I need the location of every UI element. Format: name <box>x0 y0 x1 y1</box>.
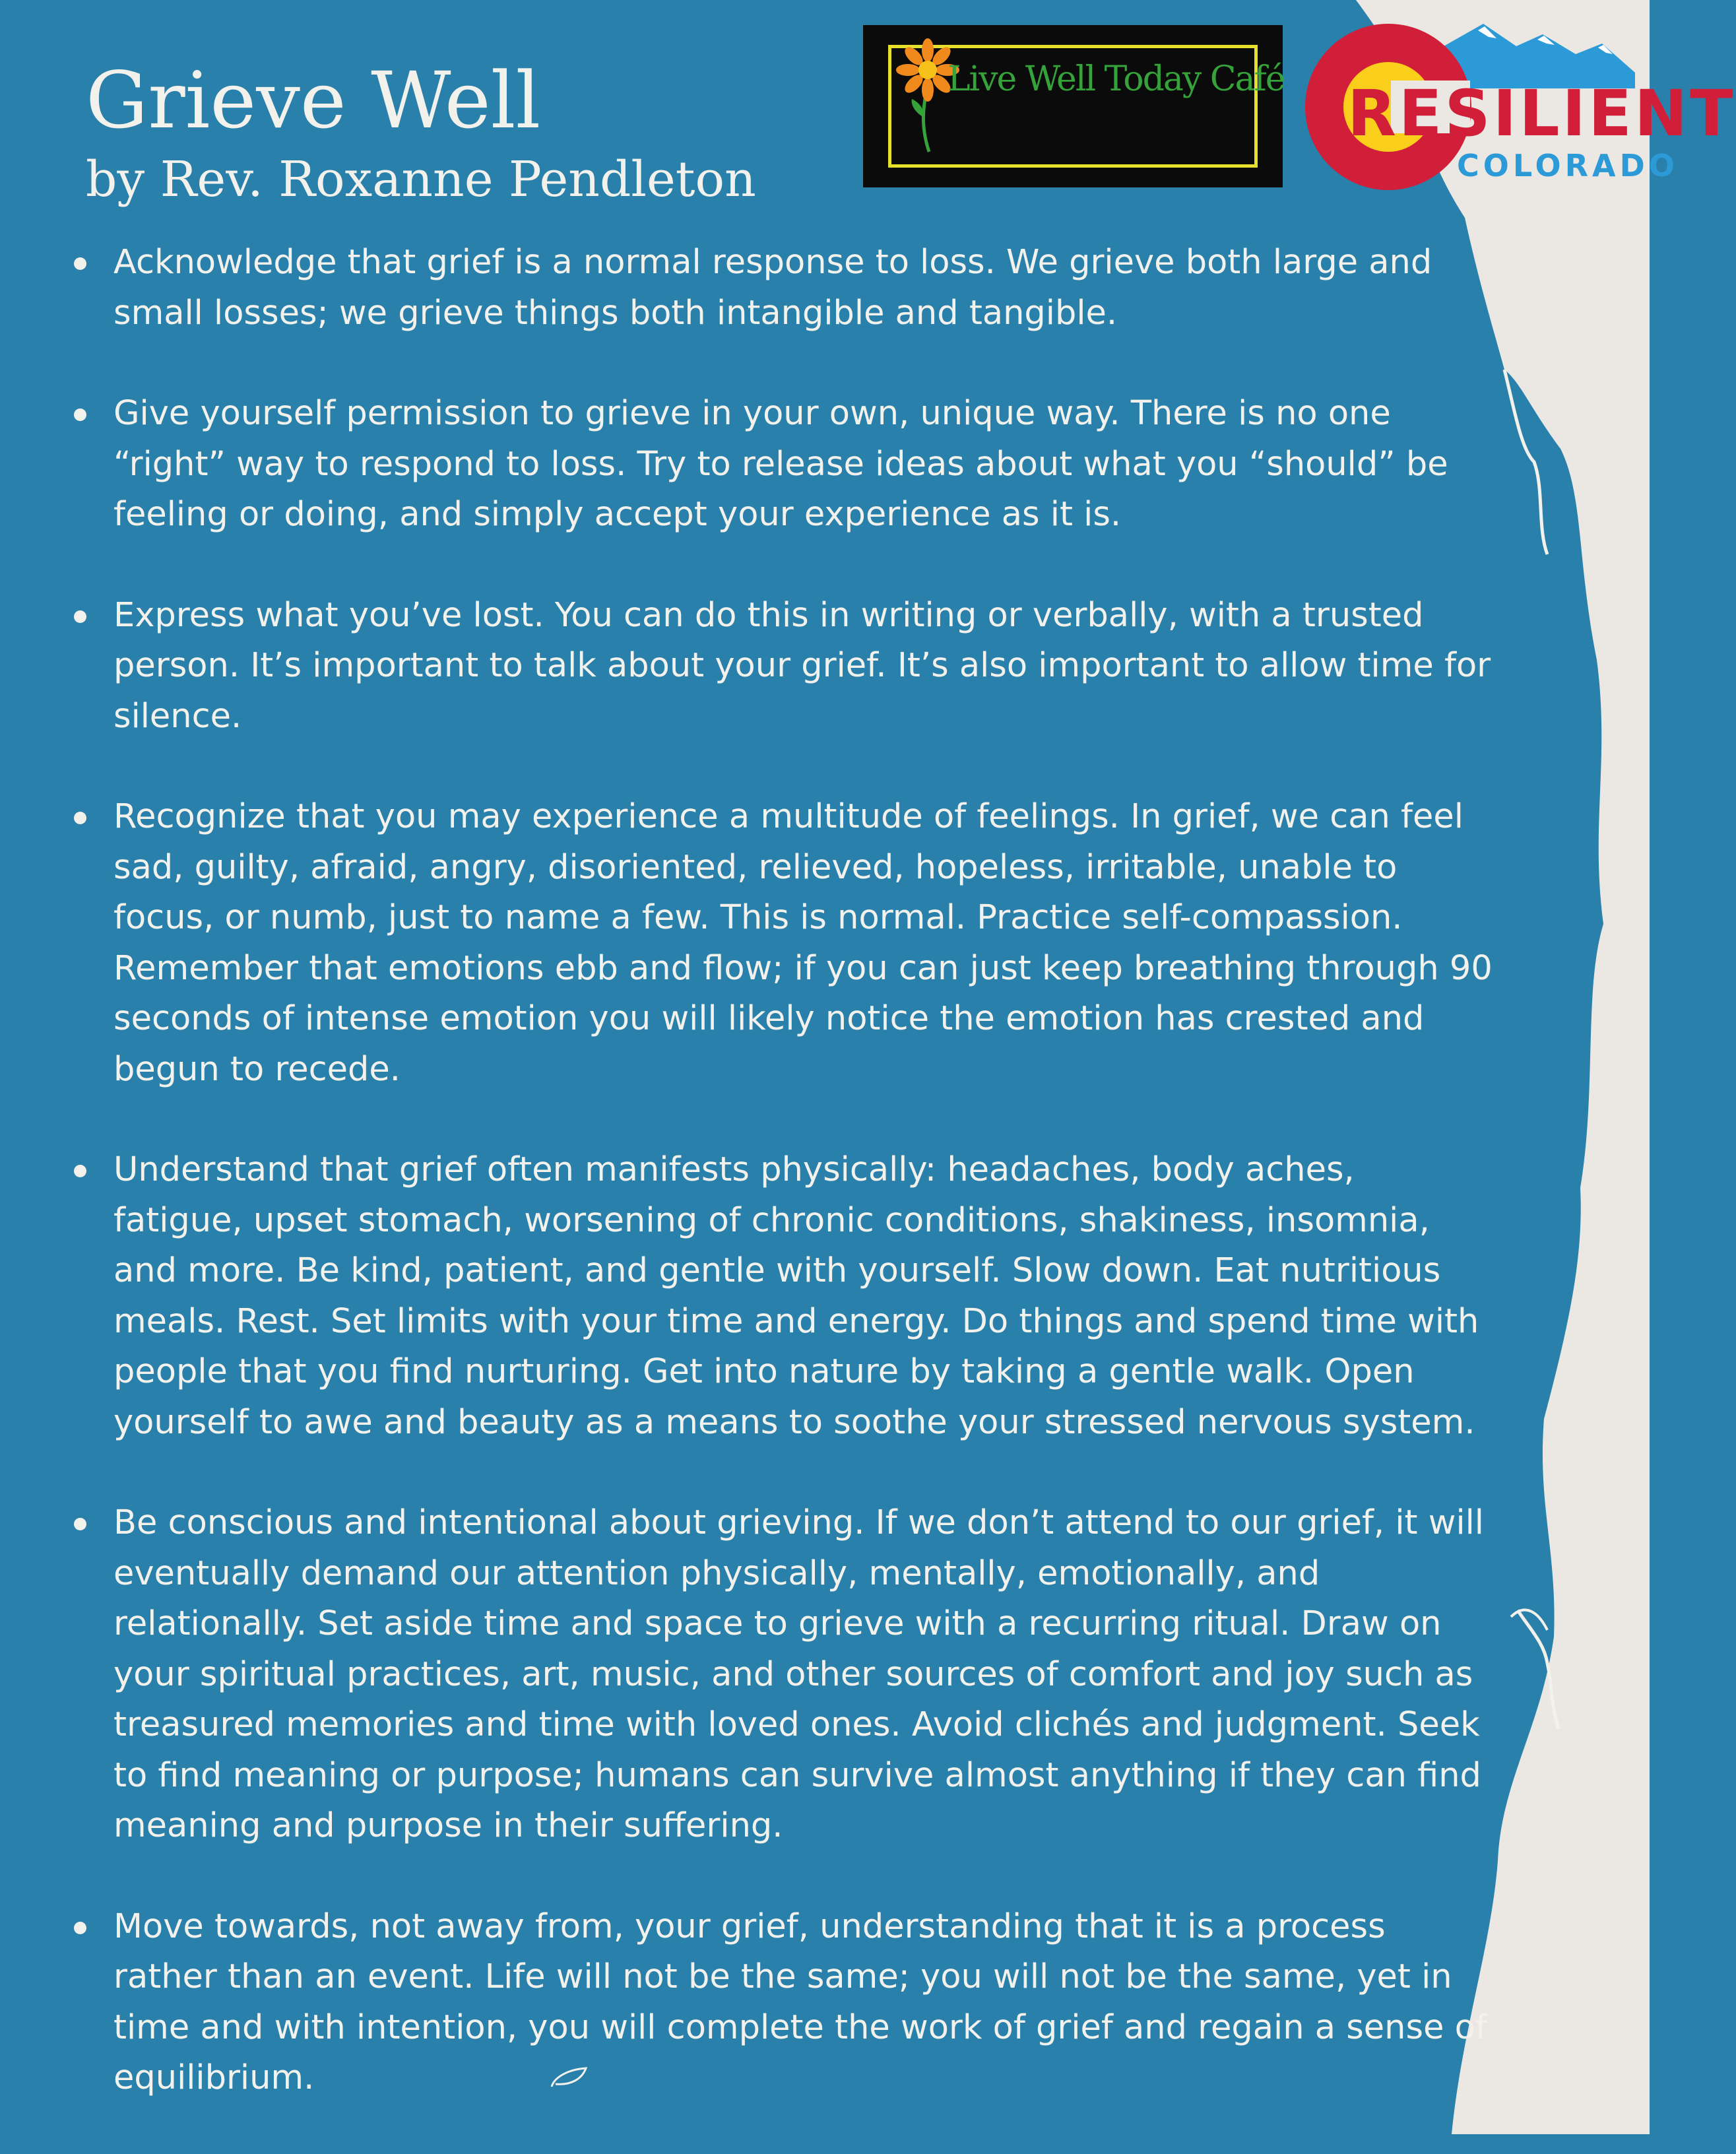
bullet-icon <box>74 1165 86 1177</box>
live-well-today-cafe-logo <box>863 25 1283 187</box>
tip-text: Express what you’ve lost. You can do this in writing or verbally, with a trusted person. It’s important to talk about your grief. It’s also important to allow time for silence. <box>113 595 1491 736</box>
tip-text: Move towards, not away from, your grief, understanding that it is a process rather than an event. Life will not be the same; you will not be the same, yet in time and with intention, you will complete the work of grief and regain a sense of equilibrium. <box>113 1907 1487 2097</box>
bullet-icon <box>74 1518 86 1530</box>
list-item <box>0 389 1493 540</box>
page-title: Grieve Well <box>86 55 541 146</box>
tip-text: Be conscious and intentional about grieving. If we don’t attend to our grief, it will eventually demand our attention physically, mentally, emotionally, and relationally. Set aside time and space to grieve with a recurring ritual. Draw on your spiritual practices, art, music, and other sources of comfort and joy such as treasured memories and time with loved ones. Avoid clichés and judgment. Seek to find meaning or purpose; humans can survive almost anything if they can find meaning and purpose in their suffering. <box>113 1503 1484 1845</box>
leaf-sketch-icon <box>548 2064 590 2091</box>
colorado-wordmark: COLORADO <box>1457 148 1679 183</box>
list-item <box>0 238 1493 339</box>
tip-text: Acknowledge that grief is a normal response to loss. We grieve both large and small losses; we grieve things both intangible and tangible. <box>113 243 1432 333</box>
cafe-wordmark: Live Well Today Café <box>948 59 1285 99</box>
bullet-icon <box>74 408 86 421</box>
bullet-icon <box>74 610 86 623</box>
tip-text: Give yourself permission to grieve in your own, unique way. There is no one “right” way to respond to loss. Try to release ideas about what you “should” be feeling or doing, and simply accept your experience as it is. <box>113 394 1448 534</box>
resilient-colorado-logo <box>1305 20 1736 193</box>
resilient-wordmark: RESILIENT <box>1347 77 1736 150</box>
page-author: by Rev. Roxanne Pendleton <box>86 151 756 208</box>
bullet-icon <box>74 812 86 824</box>
grief-tips-list <box>0 238 1518 2154</box>
list-item <box>0 1902 1493 2104</box>
list-item <box>0 1498 1493 1852</box>
bullet-icon <box>74 1922 86 1934</box>
tip-text: Understand that grief often manifests physically: headaches, body aches, fatigue, upset stomach, worsening of chronic conditions, shakiness, insomnia, and more. Be kind, patient, and gentle with yourself. Slow down. Eat nutritious meals. Rest. Set limits with your time and energy. Do things and spend time with people that you find nurturing. Get into nature by taking a gentle walk. Open yourself to awe and beauty as a means to soothe your stressed nervous system. <box>113 1150 1479 1442</box>
list-item <box>0 1145 1493 1448</box>
list-item <box>0 792 1493 1095</box>
list-item <box>0 591 1493 742</box>
bullet-icon <box>74 257 86 270</box>
tip-text: Recognize that you may experience a multitude of feelings. In grief, we can feel sad, guilty, afraid, angry, disoriented, relieved, hopeless, irritable, unable to focus, or numb, just to name a few. This is normal. Practice self-compassion. Remember that emotions ebb and flow; if you can just keep breathing through 90 seconds of intense emotion you will likely notice the emotion has crested and begun to recede. <box>113 797 1493 1089</box>
